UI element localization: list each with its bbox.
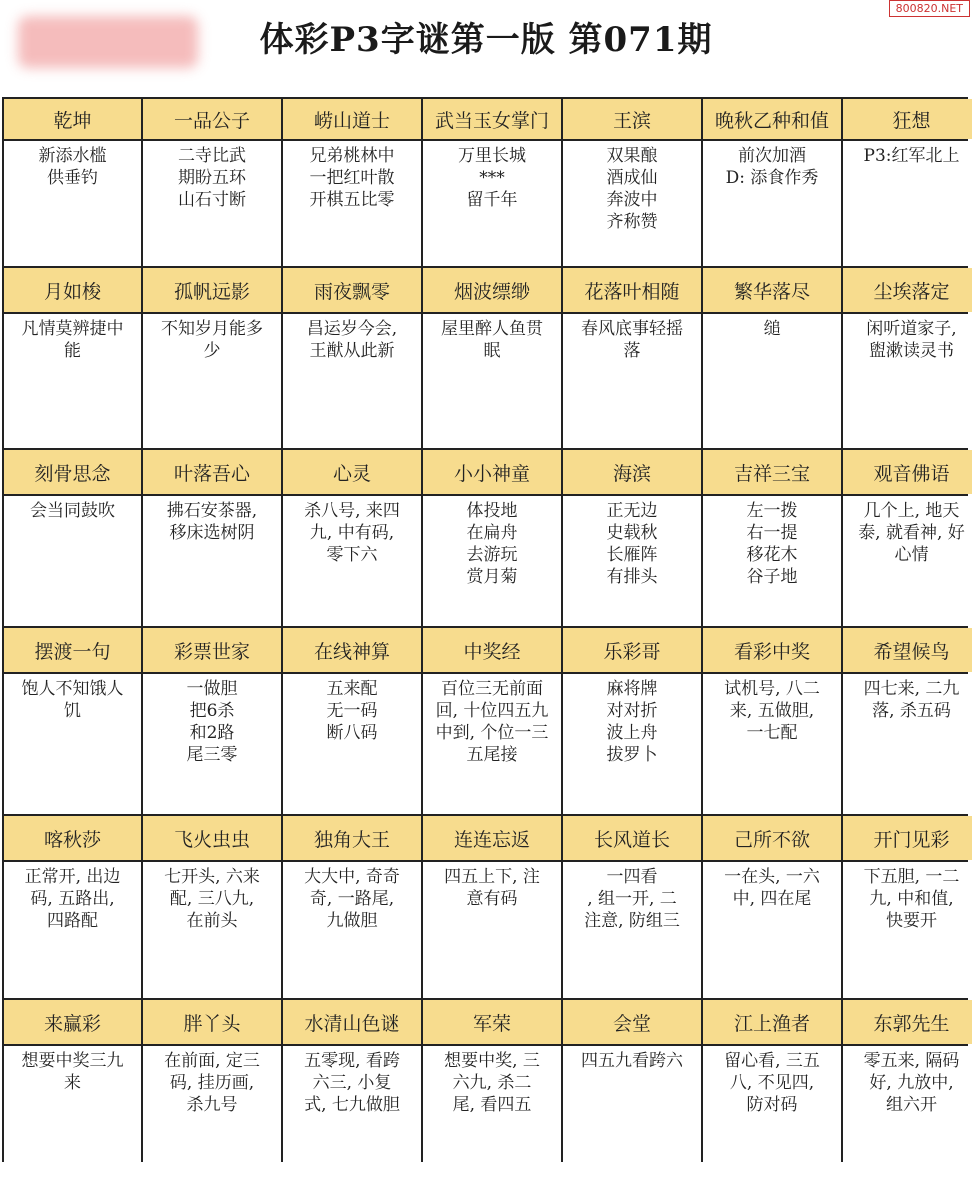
author-name-cell: 看彩中奖 bbox=[703, 628, 841, 672]
riddle-text-cell: 左一拨 右一提 移花木 谷子地 bbox=[703, 496, 841, 626]
riddle-text-cell: 七开头, 六来 配, 三八九, 在前头 bbox=[143, 862, 281, 998]
author-name-cell: 观音佛语 bbox=[843, 450, 972, 494]
author-name-cell: 心灵 bbox=[283, 450, 421, 494]
riddle-text-cell: 新添水槛 供垂钓 bbox=[4, 141, 141, 266]
author-name-cell: 叶落吾心 bbox=[143, 450, 281, 494]
author-name-cell: 繁华落尽 bbox=[703, 268, 841, 312]
page-header bbox=[0, 0, 972, 94]
riddle-text-cell: 在前面, 定三 码, 挂历画, 杀九号 bbox=[143, 1046, 281, 1179]
author-name-cell: 王滨 bbox=[563, 99, 701, 139]
riddle-text-cell: 四五上下, 注 意有码 bbox=[423, 862, 561, 998]
author-name-cell: 晚秋乙种和值 bbox=[703, 99, 841, 139]
riddle-text-cell: 想要中奖, 三 六九, 杀二 尾, 看四五 bbox=[423, 1046, 561, 1179]
riddle-text-cell: 四五九看跨六 bbox=[563, 1046, 701, 1179]
riddle-text-cell: 几个上, 地天 泰, 就看神, 好 心情 bbox=[843, 496, 972, 626]
author-name-cell: 东郭先生 bbox=[843, 1000, 972, 1044]
riddle-text-cell: 大大中, 奇奇 奇, 一路尾, 九做胆 bbox=[283, 862, 421, 998]
riddle-text-cell: 四七来, 二九 落, 杀五码 bbox=[843, 674, 972, 814]
riddle-text-cell: 屋里醉人鱼贯 眠 bbox=[423, 314, 561, 448]
riddle-text-cell: 万里长城 *** 留千年 bbox=[423, 141, 561, 266]
author-name-cell: 独角大王 bbox=[283, 816, 421, 860]
riddle-text-cell: 会当同鼓吹 bbox=[4, 496, 141, 626]
riddle-text-cell: 饱人不知饿人 饥 bbox=[4, 674, 141, 814]
riddle-text-cell: 下五胆, 一二 九, 中和值, 快要开 bbox=[843, 862, 972, 998]
riddle-text-cell: 昌运岁今会, 王猷从此新 bbox=[283, 314, 421, 448]
riddle-text-cell: 一在头, 一六 中, 四在尾 bbox=[703, 862, 841, 998]
author-name-cell: 海滨 bbox=[563, 450, 701, 494]
author-name-cell: 军荣 bbox=[423, 1000, 561, 1044]
author-name-cell: 烟波缥缈 bbox=[423, 268, 561, 312]
riddle-text-cell: 留心看, 三五 八, 不见四, 防对码 bbox=[703, 1046, 841, 1179]
author-name-cell: 花落叶相随 bbox=[563, 268, 701, 312]
author-name-cell: 崂山道士 bbox=[283, 99, 421, 139]
author-name-cell: 来赢彩 bbox=[4, 1000, 141, 1044]
author-name-cell: 孤帆远影 bbox=[143, 268, 281, 312]
riddle-text-cell: 不知岁月能多 少 bbox=[143, 314, 281, 448]
author-name-cell: 长风道长 bbox=[563, 816, 701, 860]
author-name-cell: 飞火虫虫 bbox=[143, 816, 281, 860]
riddle-text-cell: 想要中奖三九 来 bbox=[4, 1046, 141, 1179]
author-name-cell: 江上渔者 bbox=[703, 1000, 841, 1044]
riddle-text-cell: 百位三无前面 回, 十位四五九 中到, 个位一三 五尾接 bbox=[423, 674, 561, 814]
riddle-text-cell: 拂石安茶器, 移床选树阴 bbox=[143, 496, 281, 626]
riddle-grid bbox=[2, 97, 968, 1162]
author-name-cell: 小小神童 bbox=[423, 450, 561, 494]
riddle-text-cell: 正常开, 出边 码, 五路出, 四路配 bbox=[4, 862, 141, 998]
author-name-cell: 狂想 bbox=[843, 99, 972, 139]
author-name-cell: 会堂 bbox=[563, 1000, 701, 1044]
author-name-cell: 武当玉女掌门 bbox=[423, 99, 561, 139]
site-watermark: 800820.NET bbox=[889, 0, 970, 17]
riddle-text-cell: 麻将牌 对对折 波上舟 拔罗卜 bbox=[563, 674, 701, 814]
author-name-cell: 摆渡一句 bbox=[4, 628, 141, 672]
riddle-text-cell: 五零现, 看跨 六三, 小复 式, 七九做胆 bbox=[283, 1046, 421, 1179]
riddle-text-cell: 试机号, 八二 来, 五做胆, 一七配 bbox=[703, 674, 841, 814]
riddle-text-cell: 前次加酒 D: 添食作秀 bbox=[703, 141, 841, 266]
riddle-text-cell: 二寺比武 期盼五环 山石寸断 bbox=[143, 141, 281, 266]
author-name-cell: 开门见彩 bbox=[843, 816, 972, 860]
author-name-cell: 喀秋莎 bbox=[4, 816, 141, 860]
riddle-text-cell: 五来配 无一码 断八码 bbox=[283, 674, 421, 814]
author-name-cell: 尘埃落定 bbox=[843, 268, 972, 312]
author-name-cell: 刻骨思念 bbox=[4, 450, 141, 494]
riddle-text-cell: 缒 bbox=[703, 314, 841, 448]
author-name-cell: 胖丫头 bbox=[143, 1000, 281, 1044]
author-name-cell: 连连忘返 bbox=[423, 816, 561, 860]
riddle-text-cell: 兄弟桃林中 一把红叶散 开棋五比零 bbox=[283, 141, 421, 266]
riddle-text-cell: 一做胆 把6杀 和2路 尾三零 bbox=[143, 674, 281, 814]
riddle-text-cell: P3:红军北上 bbox=[843, 141, 972, 266]
author-name-cell: 乐彩哥 bbox=[563, 628, 701, 672]
riddle-text-cell: 杀八号, 来四 九, 中有码, 零下六 bbox=[283, 496, 421, 626]
author-name-cell: 月如梭 bbox=[4, 268, 141, 312]
page-title: 体彩P3字谜第一版 第071期 bbox=[259, 20, 713, 60]
riddle-text-cell: 闲听道家子, 盥漱读灵书 bbox=[843, 314, 972, 448]
riddle-text-cell: 一四看 , 组一开, 二 注意, 防组三 bbox=[563, 862, 701, 998]
author-name-cell: 一品公子 bbox=[143, 99, 281, 139]
author-name-cell: 在线神算 bbox=[283, 628, 421, 672]
riddle-text-cell: 凡情莫辨捷中 能 bbox=[4, 314, 141, 448]
riddle-text-cell: 零五来, 隔码 好, 九放中, 组六开 bbox=[843, 1046, 972, 1179]
riddle-text-cell: 春风底事轻摇 落 bbox=[563, 314, 701, 448]
author-name-cell: 己所不欲 bbox=[703, 816, 841, 860]
riddle-text-cell: 正无边 史载秋 长雁阵 有排头 bbox=[563, 496, 701, 626]
author-name-cell: 雨夜飘零 bbox=[283, 268, 421, 312]
author-name-cell: 乾坤 bbox=[4, 99, 141, 139]
author-name-cell: 彩票世家 bbox=[143, 628, 281, 672]
author-name-cell: 吉祥三宝 bbox=[703, 450, 841, 494]
author-name-cell: 水清山色谜 bbox=[283, 1000, 421, 1044]
author-name-cell: 希望候鸟 bbox=[843, 628, 972, 672]
author-name-cell: 中奖经 bbox=[423, 628, 561, 672]
riddle-text-cell: 双果酿 酒成仙 奔波中 齐称赞 bbox=[563, 141, 701, 266]
riddle-text-cell: 体投地 在扁舟 去游玩 赏月菊 bbox=[423, 496, 561, 626]
